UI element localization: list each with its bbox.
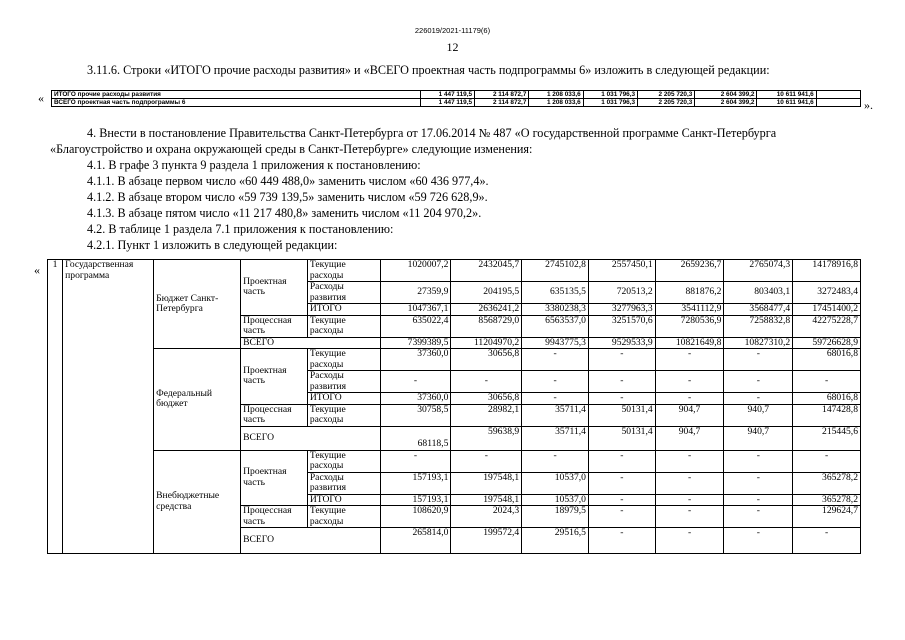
table-cell: 2636241,2 (451, 304, 522, 316)
table-cell: - (522, 393, 589, 405)
table-cell: - (655, 506, 724, 528)
table-cell: 2 114 872,7 (475, 91, 529, 99)
table-cell: 7280536,9 (655, 315, 724, 337)
table-cell: 7399389,5 (380, 337, 451, 349)
table-cell: 3380238,3 (522, 304, 589, 316)
project-part: Проектная часть (241, 349, 308, 405)
table-cell: - (793, 450, 861, 472)
paragraph-4-1-3: 4.1.3. В абзаце пятом число «11 217 480,8» заменить числом «11 204 970,2». (87, 206, 482, 220)
table-cell: - (451, 450, 522, 472)
table-cell: - (724, 528, 793, 554)
process-part: Процессная часть (241, 404, 308, 426)
source-extrabudget: Внебюджетные средства (154, 450, 241, 554)
development-expenses-label: Расходы развития (307, 472, 380, 494)
table-row (52, 91, 861, 99)
table-cell: 1 208 033,6 (529, 91, 583, 99)
table-cell: - (588, 528, 655, 554)
table-cell: 199572,4 (451, 528, 522, 554)
vsego-label: ВСЕГО (241, 426, 381, 450)
table-cell: 3277963,3 (588, 304, 655, 316)
table-row (48, 260, 861, 282)
table-cell: 157193,1 (380, 494, 451, 506)
table-cell: 30656,8 (451, 349, 522, 371)
table-cell: - (588, 393, 655, 405)
table-cell: - (724, 472, 793, 494)
table-cell: - (522, 349, 589, 371)
table-cell: 157193,1 (380, 472, 451, 494)
table-row (48, 349, 861, 371)
table-cell: 803403,1 (724, 282, 793, 304)
table-cell: 197548,1 (451, 494, 522, 506)
table-cell: - (724, 349, 793, 371)
table-cell: 3272483,4 (793, 282, 861, 304)
table-cell: 27359,9 (380, 282, 451, 304)
table-row (52, 99, 861, 107)
table-cell: - (793, 528, 861, 554)
table-cell: 10 611 941,6 (757, 99, 816, 107)
table-cell: - (655, 393, 724, 405)
table-cell: - (380, 371, 451, 393)
table-cell: 940,7 (724, 404, 793, 426)
table-cell: 14178916,8 (793, 260, 861, 282)
table-cell: 10537,0 (522, 472, 589, 494)
table-cell: - (588, 506, 655, 528)
paragraph-4-2-1: 4.2.1. Пункт 1 изложить в следующей редакции: (87, 238, 338, 252)
itogo-label: ИТОГО (307, 304, 380, 316)
table-cell: 30656,8 (451, 393, 522, 405)
table-cell: 2557450,1 (588, 260, 655, 282)
project-part: Проектная часть (241, 450, 308, 506)
table-cell: 10537,0 (522, 494, 589, 506)
current-expenses-label: Текущие расходы (307, 349, 380, 371)
table-cell: 37360,0 (380, 349, 451, 371)
table-cell: - (724, 506, 793, 528)
table-cell: 904,7 (655, 426, 724, 450)
table-cell: - (655, 349, 724, 371)
table-cell: 10827310,2 (724, 337, 793, 349)
table-cell: 1047367,1 (380, 304, 451, 316)
table-cell: 7258832,8 (724, 315, 793, 337)
table-cell: - (588, 450, 655, 472)
table-cell: 11204970,2 (451, 337, 522, 349)
table-cell: 265814,0 (380, 528, 451, 554)
table-cell: 1 031 796,3 (583, 91, 637, 99)
table-cell: 17451400,2 (793, 304, 861, 316)
source-spb: Бюджет Санкт-Петербурга (154, 260, 241, 349)
table-cell: 2024,3 (451, 506, 522, 528)
table-cell: 1 208 033,6 (529, 99, 583, 107)
table-cell: 129624,7 (793, 506, 861, 528)
table-cell: 37360,0 (380, 393, 451, 405)
page-number: 12 (446, 40, 459, 54)
table-cell: 9529533,9 (588, 337, 655, 349)
table-row (48, 450, 861, 472)
table-cell: 28982,1 (451, 404, 522, 426)
close-quote: ». (864, 98, 873, 112)
table-cell: 2 604 399,2 (695, 91, 757, 99)
development-expenses-label: Расходы развития (307, 282, 380, 304)
table-cell: - (793, 371, 861, 393)
table-cell: 2745102,8 (522, 260, 589, 282)
table-cell: - (724, 393, 793, 405)
table-cell: 2765074,3 (724, 260, 793, 282)
table-cell: 10821649,8 (655, 337, 724, 349)
small-table (51, 90, 861, 107)
table-cell: 108620,9 (380, 506, 451, 528)
paragraph-3-11-6: 3.11.6. Строки «ИТОГО прочие расходы развития» и «ВСЕГО проектная часть подпрограммы 6» изложить в следующей редакции: (87, 63, 770, 77)
table-cell: - (724, 494, 793, 506)
paragraph-4-1-1: 4.1.1. В абзаце первом число «60 449 488,0» заменить числом «60 436 977,4». (87, 174, 489, 188)
table-cell: 68118,5 (380, 426, 451, 450)
table-cell: 2 604 399,2 (695, 99, 757, 107)
table-cell: - (724, 371, 793, 393)
current-expenses-label: Текущие расходы (307, 506, 380, 528)
table-cell: 215445,6 (793, 426, 861, 450)
open-quote: « (38, 91, 44, 105)
table-cell: - (588, 472, 655, 494)
table-cell: 1 447 119,5 (420, 91, 474, 99)
paragraph-4-line1: 4. Внести в постановление Правительства Санкт-Петербурга от 17.06.2014 № 487 «О государственной программе Санкт-Петербурга (87, 126, 777, 140)
project-part: Проектная часть (241, 260, 308, 316)
table-cell: ИТОГО прочие расходы развития (52, 91, 421, 99)
table-cell: - (588, 494, 655, 506)
table-cell: 2432045,7 (451, 260, 522, 282)
table-cell: - (724, 450, 793, 472)
paragraph-4-1-2: 4.1.2. В абзаце втором число «59 739 139,5» заменить числом «59 726 628,9». (87, 190, 488, 204)
table-cell: 635022,4 (380, 315, 451, 337)
table-cell: 8568729,0 (451, 315, 522, 337)
open-quote-2: « (34, 263, 40, 277)
paragraph-4-line2: «Благоустройство и охрана окружающей среды в Санкт-Петербурге» следующие изменения: (50, 142, 533, 156)
table-cell: 6563537,0 (522, 315, 589, 337)
process-part: Процессная часть (241, 506, 308, 528)
table-cell: 881876,2 (655, 282, 724, 304)
vsego-label: ВСЕГО (241, 528, 381, 554)
table-cell: - (655, 528, 724, 554)
table-cell: 1020007,2 (380, 260, 451, 282)
development-expenses-label: Расходы развития (307, 371, 380, 393)
table-cell: 30758,5 (380, 404, 451, 426)
table-cell: 365278,2 (793, 472, 861, 494)
current-expenses-label: Текущие расходы (307, 404, 380, 426)
table-cell: 147428,8 (793, 404, 861, 426)
document-number: 226019/2021-11179(6) (414, 26, 491, 35)
table-cell: - (655, 472, 724, 494)
table-cell (816, 99, 860, 107)
table-cell (816, 91, 860, 99)
paragraph-4-1: 4.1. В графе 3 пункта 9 раздела 1 приложения к постановлению: (87, 158, 421, 172)
table-cell: 29516,5 (522, 528, 589, 554)
table-cell: 18979,5 (522, 506, 589, 528)
table-cell: - (588, 371, 655, 393)
table-cell: 1 031 796,3 (583, 99, 637, 107)
table-cell: - (588, 349, 655, 371)
table-cell: 1 447 119,5 (420, 99, 474, 107)
table-cell: 35711,4 (522, 404, 589, 426)
source-federal: Федеральный бюджет (154, 349, 241, 451)
paragraph-4-2: 4.2. В таблице 1 раздела 7.1 приложения к постановлению: (87, 222, 394, 236)
table-cell: 3541112,9 (655, 304, 724, 316)
table-cell: 720513,2 (588, 282, 655, 304)
table-cell: 2 205 720,3 (638, 91, 695, 99)
table-cell: - (451, 371, 522, 393)
program-label: Государственная программа (63, 260, 154, 554)
table-cell: 365278,2 (793, 494, 861, 506)
table-cell: 3251570,6 (588, 315, 655, 337)
vsego-label: ВСЕГО (241, 337, 381, 349)
current-expenses-label: Текущие расходы (307, 315, 380, 337)
current-expenses-label: Текущие расходы (307, 450, 380, 472)
table-cell: - (655, 371, 724, 393)
table-cell: - (380, 450, 451, 472)
table-cell: 10 611 941,6 (757, 91, 816, 99)
itogo-label: ИТОГО (307, 393, 380, 405)
row-number: 1 (48, 260, 63, 554)
table-cell: ВСЕГО проектная часть подпрограммы 6 (52, 99, 421, 107)
table-cell: 2659236,7 (655, 260, 724, 282)
program-table (47, 259, 861, 554)
table-cell: 68016,8 (793, 393, 861, 405)
table-cell: 68016,8 (793, 349, 861, 371)
table-cell: - (655, 494, 724, 506)
table-cell: 204195,5 (451, 282, 522, 304)
itogo-label: ИТОГО (307, 494, 380, 506)
table-cell: 59638,9 (451, 426, 522, 450)
table-cell: 635135,5 (522, 282, 589, 304)
table-cell: 2 205 720,3 (638, 99, 695, 107)
table-cell: 904,7 (655, 404, 724, 426)
table-cell: 9943775,3 (522, 337, 589, 349)
table-cell: 2 114 872,7 (475, 99, 529, 107)
current-expenses-label: Текущие расходы (307, 260, 380, 282)
table-cell: 3568477,4 (724, 304, 793, 316)
table-cell: 59726628,9 (793, 337, 861, 349)
table-cell: 197548,1 (451, 472, 522, 494)
table-cell: 42275228,7 (793, 315, 861, 337)
table-cell: 35711,4 (522, 426, 589, 450)
table-cell: 940,7 (724, 426, 793, 450)
table-cell: - (522, 371, 589, 393)
table-cell: - (522, 450, 589, 472)
table-cell: - (655, 450, 724, 472)
process-part: Процессная часть (241, 315, 308, 337)
table-cell: 50131,4 (588, 426, 655, 450)
table-cell: 50131,4 (588, 404, 655, 426)
